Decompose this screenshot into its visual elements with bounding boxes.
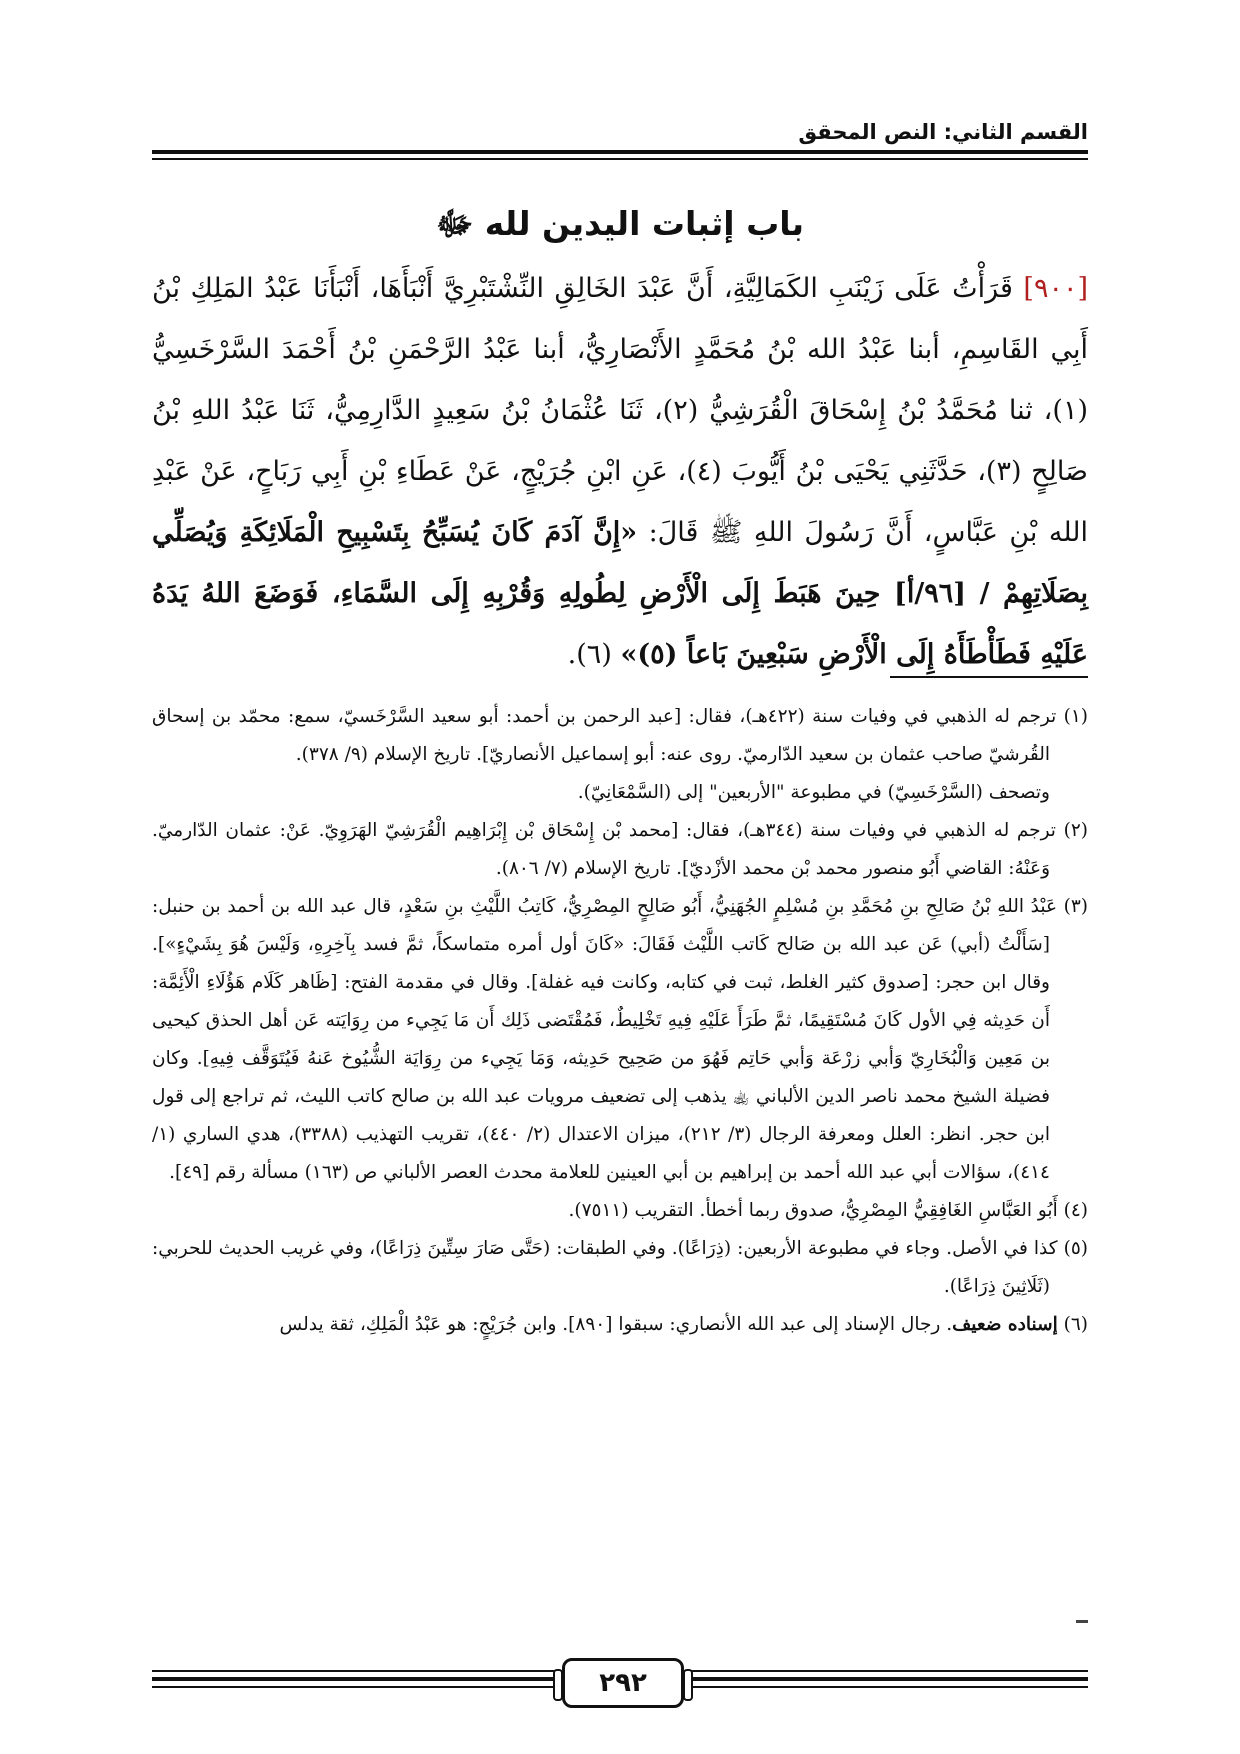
footnote-bold-text: إسناده ضعيف <box>952 1314 1058 1335</box>
running-header: القسم الثاني: النص المحقق <box>798 120 1088 144</box>
footnote-text: عَبْدُ اللهِ بْنُ صَالِحِ بنِ مُحَمَّدِ بنِ مُسْلِمٍ الجُهَنِيُّ، أَبُو صَالِحٍ المِصْرِيُّ، كَاتِبُ اللَّيْثِ بنِ سَعْدٍ، قال عبد الله بن أحمد بن حنبل: [سَأَلْتُ (أبي) عَن عبد الله بن صَالح كَاتب اللَّيْث فَقَالَ: «كَانَ أول أمره متماسكاً، ثمَّ فسد بِآخِرِهِ، وَلَيْسَ هُوَ بِشَيْءٍ»]. وقال ابن حجر: [صدوق كثير الغلط، ثبت في كتابه، وكانت فيه غفلة]. وقال في مقدمة الفتح: [ظَاهر كَلَام هَؤُلَاءِ الْأَئِمَّة: أَن حَدِيثه فِي الأول كَانَ مُسْتَقِيمًا، ثمَّ طَرَأَ عَلَيْهِ فِيهِ تَخْلِيطٌ، فَمُقْتَضى ذَلِك أَن مَا يَجِيء من رِوَايَته عَن أهل الحذق كيحيى بن مَعِين وَالْبُخَارِيّ وَأبي زرْعَة وَأبي حَاتِم فَهُوَ من صَحِيح حَدِيثه، وَمَا يَجِيء من رِوَايَة الشُّيُوخ عَنهُ فَيُتَوَقَّف فِيهِ]. وكان فضيلة الشيخ محمد ناصر الدين الألباني ﵀ يذهب إلى تضعيف مرويات عبد الله بن صالح كاتب الليث، ثم تراجع إلى قول ابن حجر. انظر: العلل ومعرفة الرجال (٣/ ٢١٢)، ميزان الاعتدال (٢/ ٤٤٠)، تقريب التهذيب (٣٣٨٨)، هدي الساري (١/ ٤١٤)، سؤالات أبي عبد الله أحمد بن إبراهيم بن أبي العينين للعلامة محدث العصر الألباني ص (١٦٣) مسألة رقم [٤٩]. <box>152 896 1057 1183</box>
hadith-ending: (٦). <box>567 639 621 670</box>
chapter-title: باب إثبات اليدين لله ﷻ <box>435 204 805 243</box>
header-rule-thin <box>152 158 1088 160</box>
footnote-mark: (٤) <box>1063 1200 1088 1221</box>
footnote-mark: (٦) <box>1063 1314 1088 1335</box>
footnote-5 <box>152 1230 1088 1306</box>
footnote-text: ترجم له الذهبي في وفيات سنة (٣٤٤هـ)، فقال: [محمد بْن إِسْحَاق بْن إِبْرَاهِيم الْقُرَشِيّ الهَرَوِيّ. عَنْ: عثمان الدّارميّ. وَعَنْهُ: القاضي أَبُو منصور محمد بْن محمد الأزْديّ]. تاريخ الإسلام (٧/ ٨٠٦). <box>152 820 1056 879</box>
hadith-number: [٩٠٠] <box>1023 273 1088 304</box>
footnote-1-continuation: وتصحف (السَّرْخَسِيّ) في مطبوعة "الأربعين" إلى (السَّمْعَانِيّ). <box>577 782 1050 803</box>
footnote-text: . رجال الإسناد إلى عبد الله الأنصاري: سبقوا [٨٩٠]. وابن جُرَيْجٍ: هو عَبْدُ الْمَلِكِ، ثقة يدلس <box>279 1314 953 1335</box>
footnote-text: ترجم له الذهبي في وفيات سنة (٤٢٢هـ)، فقال: [عبد الرحمن بن أحمد: أبو سعيد السَّرْخَسيّ، سمع: محمّد بن إسحاق القُرشيّ صاحب عثمان بن سعيد الدّارميّ. روى عنه: أبو إسماعيل الأنصاريّ]. تاريخ الإسلام (٩/ ٣٧٨). <box>152 706 1057 765</box>
footnote-3 <box>152 888 1088 1192</box>
footnote-mark: (٣) <box>1063 896 1088 917</box>
footnote-mark: (٢) <box>1063 820 1088 841</box>
hadith-isnad: قَرَأْتُ عَلَى زَيْنَبِ الكَمَالِيَّةِ، أَنَّ عَبْدَ الخَالِقِ النِّشْتَبْرِيَّ أَنْبَأَهَا، أَنْبَأَنَا عَبْدُ المَلِكِ بْنُ أَبِي القَاسِمِ، أبنا عَبْدُ الله بْنُ مُحَمَّدٍ الأَنْصَارِيُّ، أبنا عَبْدُ الرَّحْمَنِ بْنُ أَحْمَدَ السَّرْخَسِيُّ (١)، ثنا مُحَمَّدُ بْنُ إِسْحَاقَ الْقُرَشِيُّ (٢)، ثَنَا عُثْمَانُ بْنُ سَعِيدٍ الدَّارِمِيُّ، ثَنَا عَبْدُ اللهِ بْنُ صَالِحٍ (٣)، حَدَّثَنِي يَحْيَى بْنُ أَيُّوبَ (٤)، عَنِ ابْنِ جُرَيْجٍ، عَنْ عَطَاءِ بْنِ أَبِي رَبَاحٍ، عَنْ عَبْدِ الله بْنِ عَبَّاسٍ، أَنَّ رَسُولَ اللهِ ﷺ قَالَ: <box>152 273 1088 548</box>
footnote-separator <box>890 676 1088 678</box>
header-rule-thick <box>152 150 1088 154</box>
footnote-4 <box>152 1192 1088 1230</box>
footnote-text: كذا في الأصل. وجاء في مطبوعة الأربعين: (ذِرَاعًا). وفي الطبقات: (حَتَّى صَارَ سِتِّينَ ذِرَاعًا)، وفي غريب الحديث للحربي: (ثَلَاثِينَ ذِرَاعًا). <box>152 1238 1058 1297</box>
page-number: ٢٩٢ <box>562 1658 684 1708</box>
continuation-dash <box>1076 1620 1088 1623</box>
hadith-text <box>152 258 1088 685</box>
footnotes <box>152 698 1088 1344</box>
footnote-text: أَبُو العَبَّاسِ الغَافِقِيُّ المِصْرِيُّ، صدوق ربما أخطأ. التقريب (٧٥١١). <box>568 1200 1058 1221</box>
footnote-1 <box>152 698 1088 774</box>
footnote-mark: (١) <box>1063 706 1088 727</box>
footnote-2 <box>152 812 1088 888</box>
footnote-6 <box>152 1306 1088 1344</box>
hadith-matn: «إِنَّ آدَمَ كَانَ يُسَبِّحُ بِتَسْبِيحِ الْمَلَائِكَةِ وَيُصَلِّي بِصَلَاتِهِمْ / [٩٦/أ] حِينَ هَبَطَ إِلَى الْأَرْضِ لِطُولِهِ وَقُرْبِهِ إِلَى السَّمَاءِ، فَوَضَعَ اللهُ يَدَهُ عَلَيْهِ فَطَأْطَأَهُ إِلَى الْأَرْضِ سَبْعِينَ بَاعاً (٥)» <box>152 517 1088 670</box>
footnote-mark: (٥) <box>1063 1238 1088 1259</box>
